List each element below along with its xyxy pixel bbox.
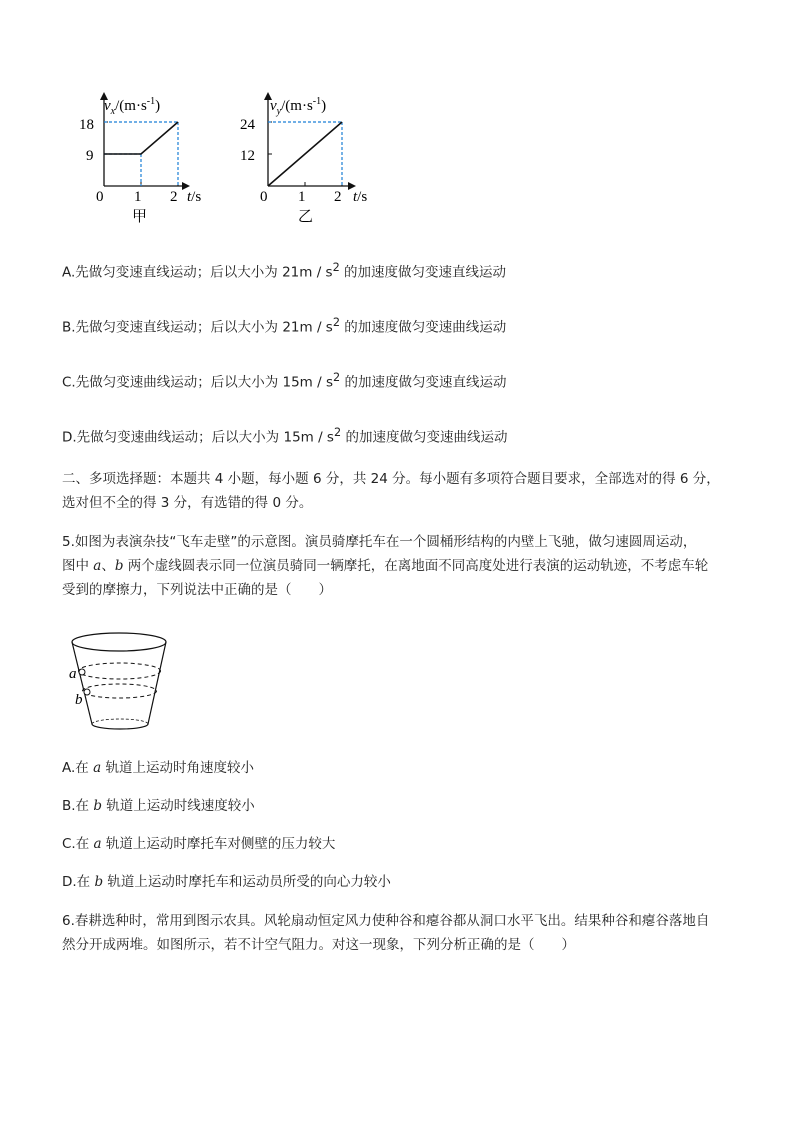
xtick-2: 2 bbox=[170, 189, 178, 205]
bucket-right-wall bbox=[148, 642, 166, 724]
text: 轨道上运动时线速度较小 bbox=[102, 798, 255, 814]
text: 轨道上运动时摩托车和运动员所受的向心力较小 bbox=[103, 874, 391, 890]
option-text: D.先做匀变速曲线运动；后以大小为 15m / s bbox=[62, 429, 334, 446]
bucket-rim bbox=[72, 633, 166, 651]
text: 轨道上运动时角速度较小 bbox=[101, 760, 254, 776]
option-text: B.先做匀变速直线运动；后以大小为 21m / s bbox=[62, 319, 333, 336]
ytick-18: 18 bbox=[79, 117, 94, 133]
var-a: a bbox=[93, 558, 102, 574]
section2-line2: 选对但不全的得 3 分，有选错的得 0 分。 bbox=[62, 495, 313, 511]
xtick-0: 0 bbox=[96, 189, 104, 205]
text: 轨道上运动时摩托车对侧壁的压力较大 bbox=[101, 836, 336, 852]
cylinder-wall-figure bbox=[62, 628, 172, 738]
text: C.在 bbox=[62, 836, 94, 852]
exponent: 2 bbox=[333, 426, 342, 439]
caption-yi: 乙 bbox=[298, 209, 314, 225]
ylabel-close: ) bbox=[321, 98, 327, 114]
q5-option-c[interactable] bbox=[62, 835, 335, 853]
ylabel-sub: x bbox=[110, 106, 116, 117]
text: 图中 bbox=[62, 558, 94, 574]
q4-option-b[interactable] bbox=[62, 314, 506, 337]
ylabel bbox=[270, 96, 326, 117]
xlabel bbox=[187, 189, 201, 205]
xlabel-main: t bbox=[187, 189, 192, 205]
exponent: 2 bbox=[333, 371, 341, 384]
q5-option-a[interactable] bbox=[62, 759, 254, 777]
vy-t-graph-yi bbox=[228, 88, 383, 228]
option-text-tail: 的加速度做匀变速曲线运动 bbox=[340, 319, 507, 336]
xtick-0: 0 bbox=[260, 189, 268, 205]
ylabel-exp: -1 bbox=[146, 96, 156, 107]
xlabel bbox=[353, 189, 367, 205]
text: B.在 bbox=[62, 798, 94, 814]
option-text-tail: 的加速度做匀变速直线运动 bbox=[340, 374, 507, 391]
rider-b bbox=[84, 689, 90, 695]
q5-stem-line1: 5.如图为表演杂技“飞车走壁”的示意图。演员骑摩托车在一个圆桶形结构的内壁上飞驰，做匀速圆周运动， bbox=[62, 534, 697, 550]
var: b bbox=[94, 874, 104, 890]
text: 、 bbox=[101, 558, 115, 574]
q6-stem-line1: 6.春耕选种时，常用到图示农具。风轮扇动恒定风力使种谷和瘪谷都从洞口水平飞出。结果种谷和瘪谷落地自 bbox=[62, 913, 710, 929]
label-a: a bbox=[69, 666, 77, 682]
q5-option-b[interactable] bbox=[62, 797, 255, 815]
q5-stem-line3: 受到的摩擦力，下列说法中正确的是（ ） bbox=[62, 582, 332, 598]
xtick-1: 1 bbox=[298, 189, 306, 205]
section2-line1: 二、多项选择题：本题共 4 小题，每小题 6 分，共 24 分。每小题有多项符合题目要求，全部选对的得 6 分， bbox=[62, 471, 720, 487]
q4-option-c[interactable] bbox=[62, 369, 506, 392]
bucket-bottom-back bbox=[92, 719, 148, 724]
series-line-0 bbox=[104, 122, 178, 154]
ylabel-unit: /(m·s bbox=[115, 98, 147, 114]
track-a bbox=[79, 663, 161, 679]
exponent: 2 bbox=[332, 261, 340, 274]
text: A.在 bbox=[62, 760, 94, 776]
ytick-9: 9 bbox=[86, 148, 94, 164]
text: 两个虚线圆表示同一位演员骑同一辆摩托，在离地面不同高度处进行表演的运动轨迹，不考虑车轮 bbox=[123, 558, 709, 574]
ylabel bbox=[104, 96, 160, 117]
ylabel-main: v bbox=[270, 98, 277, 114]
xtick-2: 2 bbox=[334, 189, 342, 205]
ylabel-unit: /(m·s bbox=[281, 98, 313, 114]
xlabel-unit: /s bbox=[357, 189, 368, 205]
q4-option-a[interactable] bbox=[62, 259, 506, 282]
bucket-bottom bbox=[92, 724, 148, 729]
var-b: b bbox=[114, 558, 124, 574]
series-line-0 bbox=[268, 122, 342, 186]
ylabel-sub: y bbox=[276, 106, 282, 117]
text: D.在 bbox=[62, 874, 95, 890]
caption-jia: 甲 bbox=[132, 209, 148, 225]
option-text: A.先做匀变速直线运动；后以大小为 21m / s bbox=[62, 264, 333, 281]
xlabel-main: t bbox=[353, 189, 358, 205]
xtick-1: 1 bbox=[134, 189, 142, 205]
q4-option-d[interactable] bbox=[62, 424, 507, 447]
option-text: C.先做匀变速曲线运动；后以大小为 15m / s bbox=[62, 374, 334, 391]
bucket-left-wall bbox=[72, 642, 92, 724]
xlabel-unit: /s bbox=[191, 189, 202, 205]
ytick-24: 24 bbox=[240, 117, 255, 133]
rider-a bbox=[79, 669, 85, 675]
ylabel-close: ) bbox=[155, 98, 161, 114]
ylabel-exp: -1 bbox=[312, 96, 322, 107]
ytick-12: 12 bbox=[240, 148, 255, 164]
option-text-tail: 的加速度做匀变速曲线运动 bbox=[341, 429, 508, 446]
vx-t-graph-jia bbox=[62, 88, 212, 228]
ylabel-main: v bbox=[104, 98, 111, 114]
q6-stem-line2: 然分开成两堆。如图所示，若不计空气阻力。对这一现象，下列分析正确的是（ ） bbox=[62, 937, 575, 953]
var: a bbox=[93, 836, 102, 852]
var: b bbox=[93, 798, 103, 814]
q5-option-d[interactable] bbox=[62, 873, 391, 891]
option-text-tail: 的加速度做匀变速直线运动 bbox=[339, 264, 507, 281]
label-b: b bbox=[75, 692, 83, 708]
track-b bbox=[83, 684, 157, 698]
var: a bbox=[93, 760, 102, 776]
exponent: 2 bbox=[332, 316, 341, 329]
q5-stem-line2 bbox=[62, 557, 708, 575]
